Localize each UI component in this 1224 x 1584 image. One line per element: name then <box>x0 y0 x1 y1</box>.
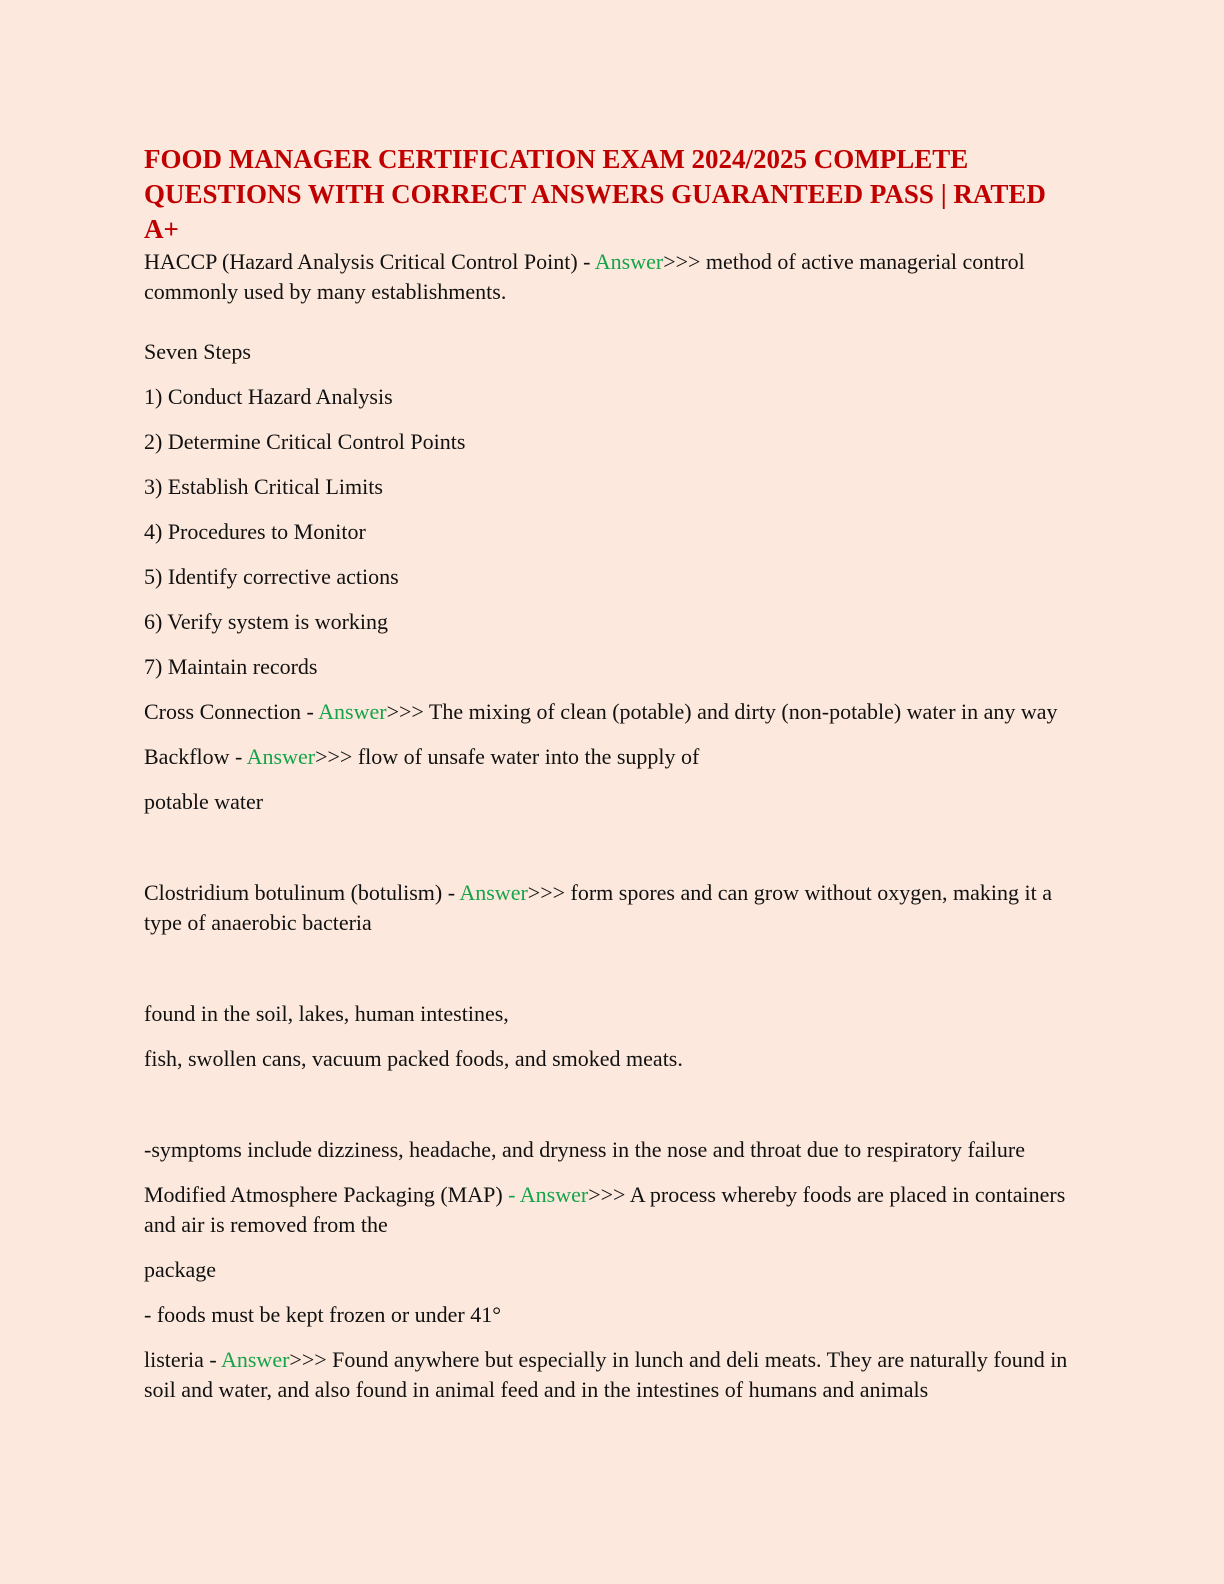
term: HACCP (Hazard Analysis Critical Control Point) - <box>144 249 595 274</box>
entry-cross-connection <box>144 697 1074 727</box>
botulism-found-1: found in the soil, lakes, human intestines, <box>144 1001 509 1026</box>
term: Backflow - <box>144 744 247 769</box>
step-item: 7) Maintain records <box>144 654 318 679</box>
definition: >>> The mixing of clean (potable) and dirty (non-potable) water in any way <box>386 699 1058 724</box>
entry-map <box>144 1180 1074 1240</box>
definition: >>> A process whereby foods are placed in containers and air is removed from the <box>144 1182 1066 1237</box>
map-note: - foods must be kept frozen or under 41° <box>144 1302 502 1327</box>
answer-label: Answer <box>246 744 316 769</box>
entry-backflow <box>144 742 1074 772</box>
answer-label: - Answer <box>508 1182 589 1207</box>
seven-steps-heading: Seven Steps <box>144 339 251 364</box>
step-item: 4) Procedures to Monitor <box>144 519 366 544</box>
answer-label: Answer <box>220 1347 290 1372</box>
document-title: FOOD MANAGER CERTIFICATION EXAM 2024/2025 COMPLETE QUESTIONS WITH CORRECT ANSWERS GUARANTEED PASS | RATED A+ <box>144 144 1046 244</box>
entry-botulism <box>144 878 1074 938</box>
step-item: 3) Establish Critical Limits <box>144 474 383 499</box>
entry-haccp <box>144 247 1074 307</box>
definition: >>> method of active managerial control commonly used by many establishments. <box>144 249 1025 304</box>
definition: >>> form spores and can grow without oxygen, making it a type of anaerobic bacteria <box>144 880 1052 935</box>
term: Modified Atmosphere Packaging (MAP) <box>144 1182 509 1207</box>
step-item: 2) Determine Critical Control Points <box>144 429 466 454</box>
definition: >>> flow of unsafe water into the supply of <box>315 744 700 769</box>
step-item: 1) Conduct Hazard Analysis <box>144 384 393 409</box>
answer-label: Answer <box>594 249 664 274</box>
answer-label: Answer <box>459 880 528 905</box>
step-item: 6) Verify system is working <box>144 609 389 634</box>
botulism-found-2: fish, swollen cans, vacuum packed foods, and smoked meats. <box>144 1046 683 1071</box>
term: Cross Connection - <box>144 699 319 724</box>
document-page <box>144 142 1074 1405</box>
backflow-continuation: potable water <box>144 789 264 814</box>
term: Clostridium botulinum (botulism) - <box>144 880 460 905</box>
definition: >>> Found anywhere but especially in lunch and deli meats. They are naturally found in soil and water, and also found in animal feed and in the intestines of humans and animals <box>144 1347 1068 1402</box>
map-continuation: package <box>144 1257 217 1282</box>
term: listeria - <box>144 1347 221 1372</box>
step-item: 5) Identify corrective actions <box>144 564 399 589</box>
answer-label: Answer <box>318 699 387 724</box>
entry-listeria <box>144 1345 1074 1405</box>
botulism-symptoms: -symptoms include dizziness, headache, and dryness in the nose and throat due to respiratory failure <box>144 1137 1025 1162</box>
